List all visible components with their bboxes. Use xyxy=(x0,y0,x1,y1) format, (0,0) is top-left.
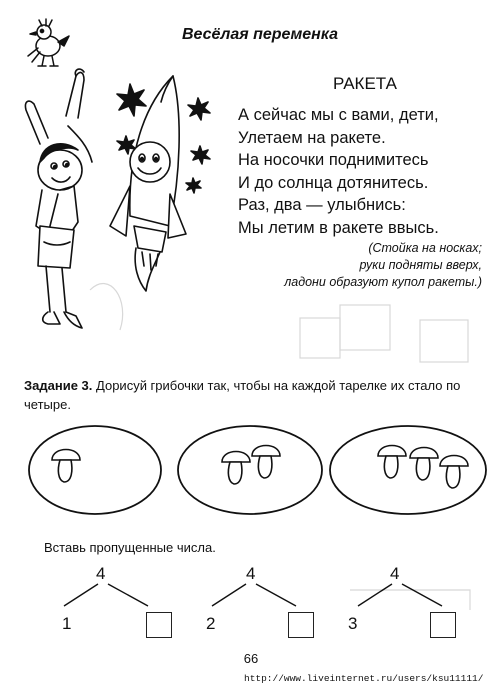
poem-line: А сейчас мы с вами, дети, xyxy=(238,106,439,124)
note-line: руки подняты вверх, xyxy=(359,258,482,272)
plate-2 xyxy=(178,426,322,514)
number-bond-3 xyxy=(324,562,474,642)
poem-line: На носочки поднимитесь xyxy=(238,151,429,169)
task-3-text: Дорисуй грибочки так, чтобы на каждой тарелке их стало по четыре. xyxy=(24,378,461,412)
plates-with-mushrooms xyxy=(0,420,502,530)
number-task-instruction: Вставь пропущенные числа. xyxy=(44,540,216,555)
poem-text xyxy=(238,104,488,239)
source-url: http://www.liveinternet.ru/users/ksu11111/ xyxy=(244,673,484,684)
task-3-instruction xyxy=(24,376,484,414)
poem-line: Мы летим в ракете ввысь. xyxy=(238,218,439,237)
page-header-title: Весёлая переменка xyxy=(181,26,339,43)
note-line: ладони образуют купол ракеты.) xyxy=(284,275,482,289)
plate-1 xyxy=(29,426,161,514)
plate-3 xyxy=(330,426,486,514)
poem-title: РАКЕТА xyxy=(333,74,397,93)
bond-part: 1 xyxy=(62,614,72,633)
page-number: 66 xyxy=(243,651,259,666)
poem-line: И до солнца дотянитесь. xyxy=(238,173,429,192)
answer-box[interactable] xyxy=(146,612,172,638)
number-bond-2 xyxy=(184,562,324,642)
poem-line: Раз, два — улыбнись: xyxy=(238,196,406,214)
answer-box[interactable] xyxy=(430,612,456,638)
bond-part: 2 xyxy=(206,614,216,633)
number-bond-1 xyxy=(40,562,180,642)
exercise-note xyxy=(232,240,482,291)
bond-whole: 4 xyxy=(96,564,106,583)
bond-whole: 4 xyxy=(390,564,400,583)
bird-icon xyxy=(22,18,74,70)
boy-and-rocket-illustration xyxy=(18,66,232,336)
bond-part: 3 xyxy=(348,614,358,633)
task-3-label: Задание 3. xyxy=(24,378,93,393)
answer-box[interactable] xyxy=(288,612,314,638)
note-line: (Стойка на носках; xyxy=(368,241,482,255)
poem-line: Улетаем на ракете. xyxy=(238,128,386,147)
bond-whole: 4 xyxy=(246,564,256,583)
